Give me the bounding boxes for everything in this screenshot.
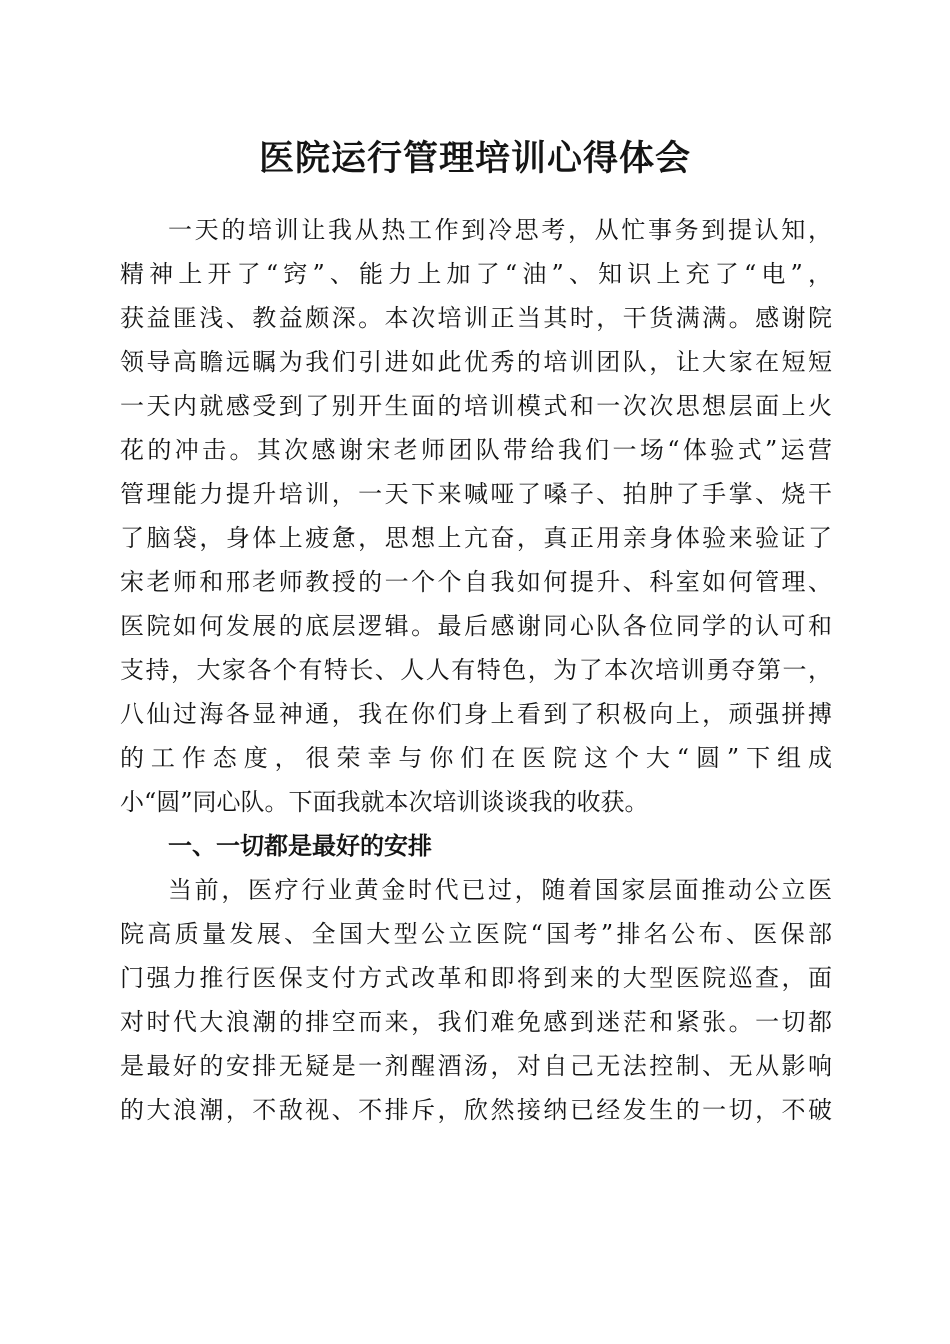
document-body xyxy=(120,208,832,1132)
paragraph-1-line: 一天的培训让我从热工作到冷思考，从忙事务到提认知， xyxy=(168,216,832,244)
document-title: 医院运行管理培训心得体会 xyxy=(258,138,691,179)
paragraph-1-line: 获益匪浅、教益颇深。本次培训正当其时，干货满满。感谢院 xyxy=(120,304,832,332)
paragraph-2-line: 门强力推行医保支付方式改革和即将到来的大型医院巡查，面 xyxy=(120,964,832,992)
paragraph-2-line: 院高质量发展、全国大型公立医院“国考”排名公布、医保部 xyxy=(120,920,832,948)
paragraph-1-line: 宋老师和邢老师教授的一个个自我如何提升、科室如何管理、 xyxy=(120,568,832,596)
paragraph-2-line: 当前，医疗行业黄金时代已过，随着国家层面推动公立医 xyxy=(168,876,832,904)
paragraph-1-line: 支持，大家各个有特长、人人有特色，为了本次培训勇夺第一， xyxy=(120,656,832,684)
paragraph-1-line: 了脑袋，身体上疲惫，思想上亢奋，真正用亲身体验来验证了 xyxy=(120,524,832,552)
paragraph-1-line: 医院如何发展的底层逻辑。最后感谢同心队各位同学的认可和 xyxy=(120,612,832,640)
paragraph-1-line: 管理能力提升培训，一天下来喊哑了嗓子、拍肿了手掌、烧干 xyxy=(120,480,832,508)
paragraph-2-line: 是最好的安排无疑是一剂醒酒汤，对自己无法控制、无从影响 xyxy=(120,1052,832,1080)
paragraph-1-line: 小“圆”同心队。下面我就本次培训谈谈我的收获。 xyxy=(120,788,649,816)
paragraph-2-line: 对时代大浪潮的排空而来，我们难免感到迷茫和紧张。一切都 xyxy=(120,1008,832,1036)
paragraph-1-line: 一天内就感受到了别开生面的培训模式和一次次思想层面上火 xyxy=(120,392,832,420)
paragraph-1-line: 领导高瞻远瞩为我们引进如此优秀的培训团队，让大家在短短 xyxy=(120,348,832,376)
paragraph-1-line: 花的冲击。其次感谢宋老师团队带给我们一场“体验式”运营 xyxy=(120,436,832,464)
paragraph-1-line: 的工作态度，很荣幸与你们在医院这个大“圆”下组成 xyxy=(120,744,832,772)
section-heading-1: 一、一切都是最好的安排 xyxy=(168,832,432,860)
paragraph-2-line: 的大浪潮，不敌视、不排斥，欣然接纳已经发生的一切，不破 xyxy=(120,1096,832,1124)
paragraph-1-line: 八仙过海各显神通，我在你们身上看到了积极向上，顽强拼搏 xyxy=(120,700,832,728)
paragraph-1-line: 精神上开了“窍”、能力上加了“油”、知识上充了“电”， xyxy=(120,260,832,288)
